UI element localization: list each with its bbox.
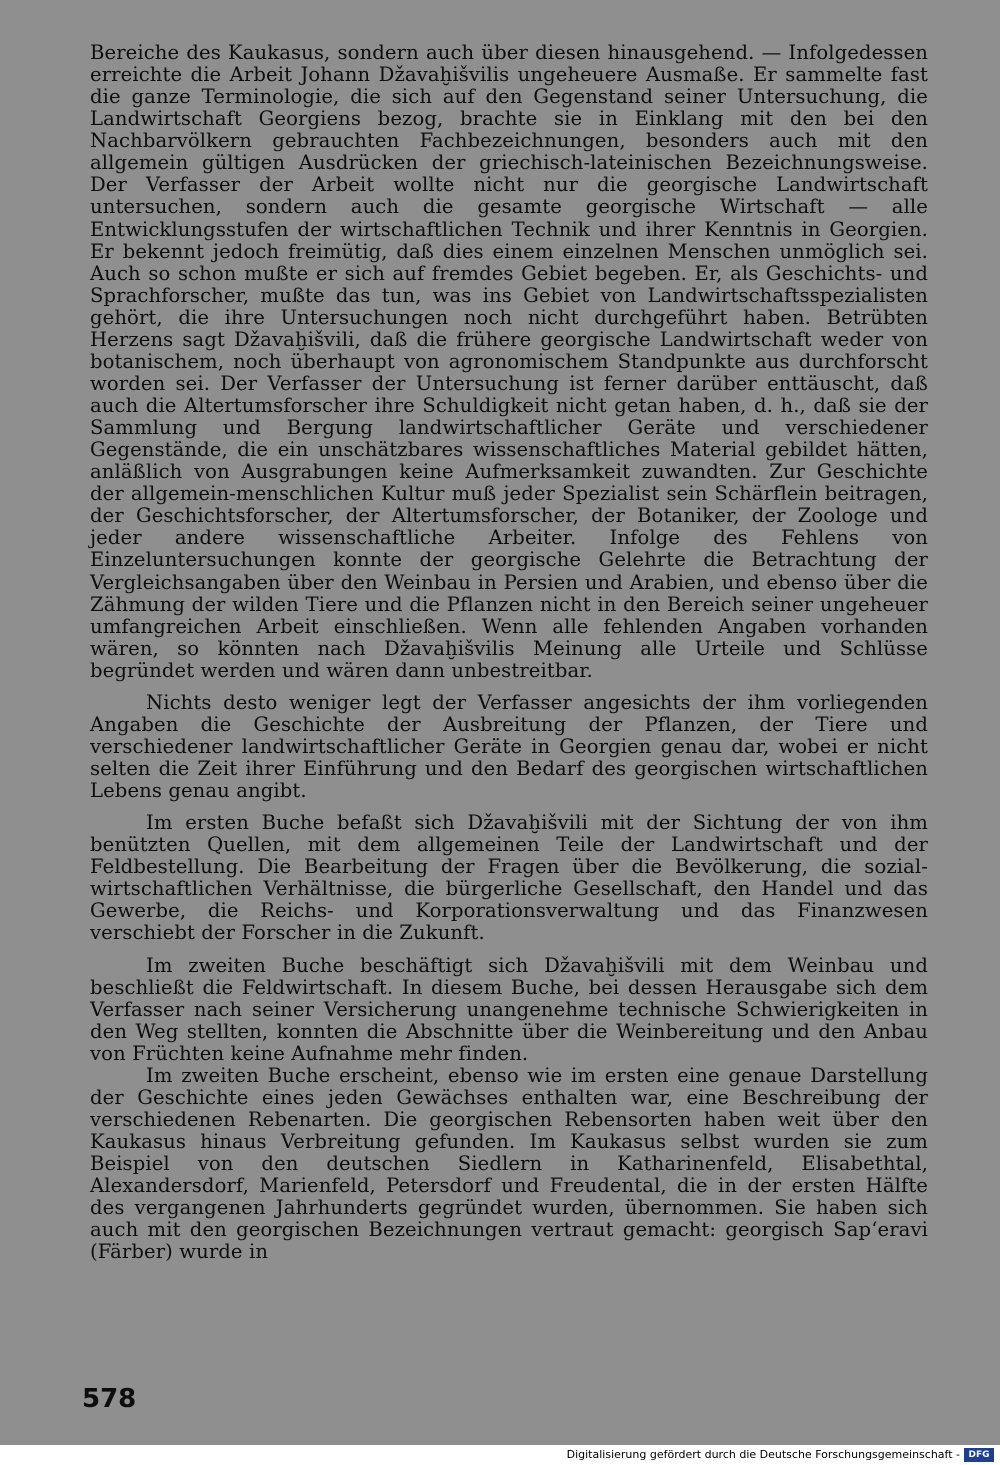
page-number: 578 bbox=[82, 1384, 137, 1414]
paragraph-1: Bereiche des Kaukasus, sondern auch über diesen hinausgehend. — Infolgedessen erreichte die Arbeit Johann Džavaḫišvilis ungeheuere Ausmaße. Er sammelte fast die ganze Terminologie, die sich auf den Gegenstand seiner Untersuchung, die Landwirtschaft Georgiens bezog, brachte sie in Einklang mit den bei den Nachbarvölkern gebrauchten Fachbezeichnungen, besonders auch mit den allgemein gültigen Ausdrücken der griechisch-lateinischen Bezeichnungsweise. Der Verfasser der Arbeit wollte nicht nur die georgische Landwirtschaft untersuchen, sondern auch die gesamte georgische Wirtschaft — alle Entwicklungsstufen der wirtschaftlichen Technik und ihrer Kenntnis in Georgien. Er bekennt jedoch freimütig, daß dies einem einzelnen Menschen unmöglich sei. Auch so schon mußte er sich auf fremdes Gebiet begeben. Er, als Geschichts- und Sprachforscher, mußte das tun, was ins Gebiet von Landwirtschaftsspezialisten gehört, die ihre Untersuchungen noch nicht durchgeführt haben. Betrübten Herzens sagt Džavaḫišvili, daß die frühere georgische Landwirtschaft weder von botanischem, noch überhaupt von agronomischem Standpunkte aus durchforscht worden sei. Der Verfasser der Untersuchung ist ferner darüber enttäuscht, daß auch die Altertumsforscher ihre Schuldigkeit nicht getan haben, d. h., daß sie der Sammlung und Bergung landwirtschaftlicher Geräte und verschiedener Gegenstände, die ein unschätzbares wissenschaftliches Material gebildet hätten, anläßlich von Ausgrabungen keine Aufmerksamkeit zuwandten. Zur Geschichte der allgemein-menschlichen Kultur muß jeder Spezialist sein Schärflein beitragen, der Geschichtsforscher, der Altertumsforscher, der Botaniker, der Zoologe und jeder andere wissenschaftliche Arbeiter. Infolge des Fehlens von Einzeluntersuchungen konnte der georgische Gelehrte die Betrachtung der Vergleichsangaben über den Weinbau in Persien und Arabien, und ebenso über die Zähmung der wilden Tiere und die Pflanzen nicht in den Bereich seiner ungeheuer umfangreichen Arbeit einschließen. Wenn alle fehlenden Angaben vorhanden wären, so könnten nach Džavaḫišvilis Meinung alle Urteile und Schlüsse begründet werden und wären dann unbestreitbar. bbox=[90, 41, 928, 682]
digitization-footer bbox=[0, 1445, 1000, 1465]
dfg-logo: DFG bbox=[964, 1448, 994, 1462]
body-text bbox=[90, 42, 928, 1263]
paragraph-4: Im zweiten Buche beschäftigt sich Džavaḫišvili mit dem Weinbau und beschließt die Feldwirtschaft. In diesem Buche, bei dessen Herausgabe sich dem Verfasser nach seiner Versicherung unangenehme technische Schwierigkeiten in den Weg stellten, konnten die Abschnitte über die Weinbereitung und den Anbau von Früchten keine Aufnahme mehr finden. bbox=[90, 953, 928, 1065]
paragraph-2: Nichts desto weniger legt der Verfasser angesichts der ihm vorliegenden Angaben die Geschichte der Ausbreitung der Pflanzen, der Tiere und verschiedener landwirtschaftlicher Geräte in Georgien genau dar, wobei er nicht selten die Zeit ihrer Einführung und den Bedarf des georgischen wirtschaftlichen Lebens genau angibt. bbox=[90, 690, 928, 803]
paragraph-5: Im zweiten Buche erscheint, ebenso wie im ersten eine genaue Darstellung der Geschichte eines jeden Gewächses enthalten war, eine Beschreibung der verschiedenen Rebenarten. Die georgischen Rebensorten haben weit über den Kaukasus hinaus Verbreitung gefunden. Im Kaukasus selbst wurden sie zum Beispiel von den deutschen Siedlern in Katharinenfeld, Elisabethtal, Alexandersdorf, Marienfeld, Petersdorf und Freudental, die in der ersten Hälfte des vergangenen Jahrhunderts gegründet wurden, übernommen. Sie haben sich auch mit den georgischen Bezeichnungen vertraut gemacht: georgisch Sapʻeravi (Färber) wurde in bbox=[90, 1063, 928, 1264]
footer-credit-text: Digitalisierung gefördert durch die Deutsche Forschungsgemeinschaft - bbox=[566, 1448, 960, 1461]
paragraph-3: Im ersten Buche befaßt sich Džavaḫišvili mit der Sichtung der von ihm benützten Quellen, mit dem allgemeinen Teile der Landwirtschaft und der Feldbestellung. Die Bearbeitung der Fragen über die Bevölkerung, die sozial-wirtschaftlichen Verhältnisse, die bürgerliche Gesellschaft, den Handel und das Gewerbe, die Reichs- und Korporationsverwaltung und das Finanzwesen verschiebt der Forscher in die Zukunft. bbox=[90, 811, 928, 945]
